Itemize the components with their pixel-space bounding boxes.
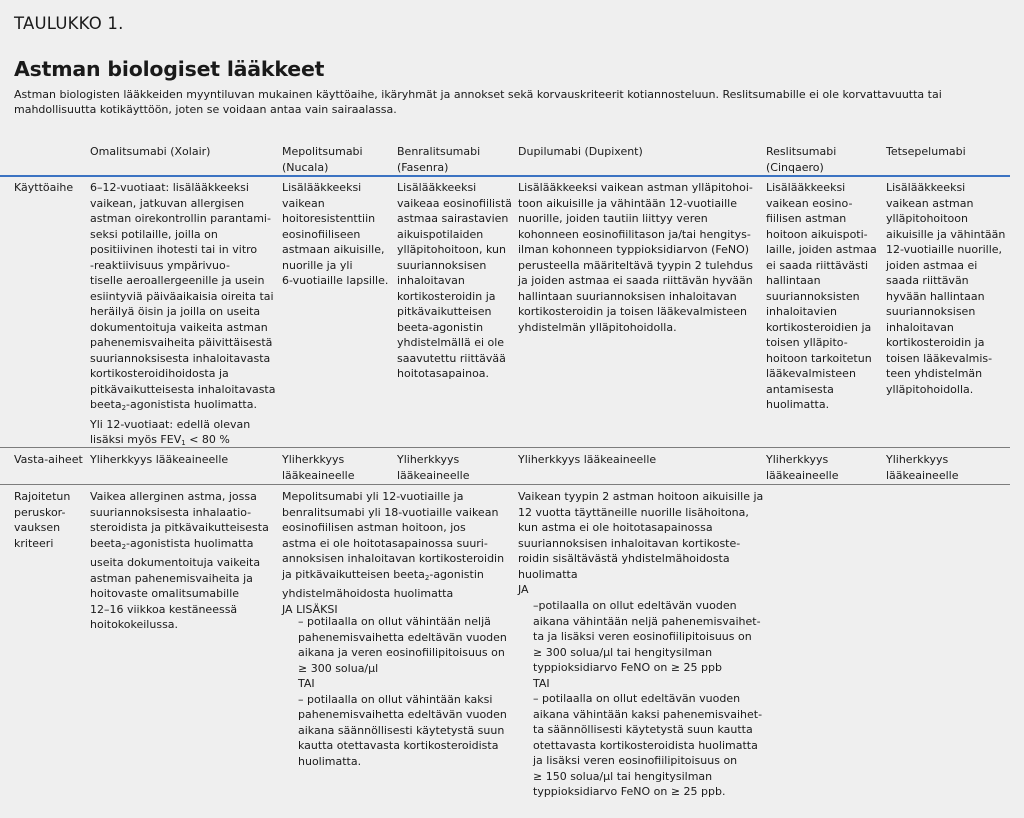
row-divider [0,447,1010,448]
row-label-contraindications: Vasta-aiheet [14,453,83,466]
cell-criteria-omalizumab: Vaikea allerginen astma, jossa suuriannoksisesta inhalaatio- steroidista ja pitkävaikutteisesta beeta$_2$-agonistista huolimatta useita dokumentoituja vaikeita astman pahenemisvaiheita ja hoitovaste omalitsumabille 12–16 viikkoa kestäneessä hoitokokeilussa. [90,490,269,631]
cell-criteria-dupilumab: Vaikean tyypin 2 astman hoitoon aikuisille ja 12 vuotta täyttäneille nuorille lisähoitona, kun astma ei ole hoitotasapainossa suuriannoksisen inhaloitavan kortikoste- roidin sisältävästä yhdistelmähoidosta huolimatta JA [518,490,764,596]
cell-indication-omalizumab: 6–12-vuotiaat: lisälääkkeeksi vaikean, jatkuvan allergisen astman oirekontrollin parantami- seksi potilaille, joilla on positiivinen ihotesti tai in vitro -reaktiivisuus ympärivuo- tiselle aeroallergeenille ja usein esiintyviä päiväaikaisia oireita tai heräilyä öisin ja joilla on useita dokumentoituja vaikeita astman pahenemisvaiheita päivittäisestä suuriannoksisesta inhaloitavasta kortikosteroidihoidosta ja pitkävaikutteisesta inhaloitavasta beeta$_2$-agonistista huolimatta. Yli 12-vuotiaat: edellä olevan lisäksi myös $FEV_1 < 80$ % [90,181,276,447]
header-reslizumab: Reslitsumabi (Cinqaero) [766,145,837,174]
cell-contraindications-omalizumab: Yliherkkyys lääkeaineelle [90,453,229,466]
cell-contraindications-mepolizumab: Yliherkkyys lääkeaineelle [282,453,355,482]
row-divider [0,484,1010,485]
row-label-indication: Käyttöaihe [14,181,74,194]
header-tezepelumab: Tetsepelumabi [886,145,966,158]
cell-criteria-dupilumab-conditions: –potilaalla on ollut edeltävän vuoden aikana vähintään neljä pahenemisvaihet- ta ja lisäksi veren eosinofiilipitoisuus on ≥ 300 solua/µl tai hengitysilman typpioksidiarvo FeNO on ≥ 25 ppb TAI – potilaalla on ollut edeltävän vuoden aikana vähintään kaksi pahenemisvaihet- ta säännöllisesti käytetystä suun kautta otettavasta kortikosteroidista huolimatta ja lisäksi veren eosinofiilipitoisuus on ≥ 150 solua/µl tai hengitysilman typpioksidiarvo FeNO on ≥ 25 ppb. [533,599,763,798]
header-dupilumab: Dupilumabi (Dupixent) [518,145,643,158]
cell-criteria-mepolizumab-benralizumab: Mepolitsumabi yli 12-vuotiaille ja benralitsumabi yli 18-vuotiaille vaikean eosinofiilisen astman hoitoon, jos astma ei ole hoitotasapainossa suuri- annoksisen inhaloitavan kortikosteroidin ja pitkävaikutteisen beeta$_2$-agonistin yhdistelmähoidosta huolimatta JA LISÄKSI [282,490,505,616]
cell-criteria-mepolizumab-benralizumab-conditions: – potilaalla on ollut vähintään neljä pahenemisvaihetta edeltävän vuoden aikana ja veren eosinofiilipitoisuus on ≥ 300 solua/µl TAI – potilaalla on ollut vähintään kaksi pahenemisvaihetta edeltävän vuoden aikana säännöllisesti käytetystä suun kautta otettavasta kortikosteroidista huolimatta. [298,615,507,768]
cell-indication-benralizumab: Lisälääkkeeksi vaikeaa eosinofiilistä astmaa sairastavien aikuispotilaiden ylläpitohoitoon, kun suuriannoksisen inhaloitavan kortikosteroidin ja pitkävaikutteisen beeta-agonistin yhdistelmällä ei ole saavutettu riittävää hoitotasapainoa. [397,181,512,380]
cell-indication-dupilumab: Lisälääkkeeksi vaikean astman ylläpitohoi- toon aikuisille ja vähintään 12-vuotiaille nuorille, joiden tautiin liittyy veren kohonneen eosinofiilitason ja/tai hengitys- ilman kohonneen typpioksidiarvon (FeNO) perusteella määriteltävä tyypin 2 tulehdus ja joiden astmaa ei saada riittävän hyvään hallintaan suuriannoksisen inhaloitavan kortikosteroidin ja toisen lääkevalmisteen yhdistelmän ylläpitohoidolla. [518,181,753,334]
header-omalizumab: Omalitsumabi (Xolair) [90,145,211,158]
cell-indication-tezepelumab: Lisälääkkeeksi vaikean astman ylläpitohoitoon aikuisille ja vähintään 12-vuotiaille nuorille, joiden astmaa ei saada riittävän hyvään hallintaan suuriannoksisen inhaloitavan kortikosteroidin ja toisen lääkevalmis- teen yhdistelmän ylläpitohoidolla. [886,181,1006,396]
cell-contraindications-tezepelumab: Yliherkkyys lääkeaineelle [886,453,959,482]
table-title: Astman biologiset lääkkeet [14,57,325,81]
cell-contraindications-dupilumab: Yliherkkyys lääkeaineelle [518,453,657,466]
row-label-criteria: Rajoitetun peruskor- vauksen kriteeri [14,490,71,550]
table-label: TAULUKKO 1. [14,14,124,33]
header-divider [0,175,1010,177]
table-intro: Astman biologisten lääkkeiden myyntiluvan mukainen käyttöaihe, ikäryhmät ja annokset sekä korvauskriteerit kotiannosteluun. Reslitsumabille ei ole korvattavuutta tai mahdollisuutta kotikäyttöön, joten se voidaan antaa vain sairaalassa. [14,88,942,116]
cell-contraindications-benralizumab: Yliherkkyys lääkeaineelle [397,453,470,482]
cell-contraindications-reslizumab: Yliherkkyys lääkeaineelle [766,453,839,482]
header-benralizumab: Benralitsumabi (Fasenra) [397,145,481,174]
header-mepolizumab: Mepolitsumabi (Nucala) [282,145,363,174]
cell-indication-mepolizumab: Lisälääkkeeksi vaikean hoitoresistenttiin eosinofiiliseen astmaan aikuisille, nuorille ja yli 6-vuotiaille lapsille. [282,181,389,287]
cell-indication-reslizumab: Lisälääkkeeksi vaikean eosino- fiilisen astman hoitoon aikuispoti- laille, joiden astmaa ei saada riittävästi hallintaan suuriannoksisten inhaloitavien kortikosteroidien ja toisen ylläpito- hoitoon tarkoitetun lääkevalmisteen antamisesta huolimatta. [766,181,877,411]
